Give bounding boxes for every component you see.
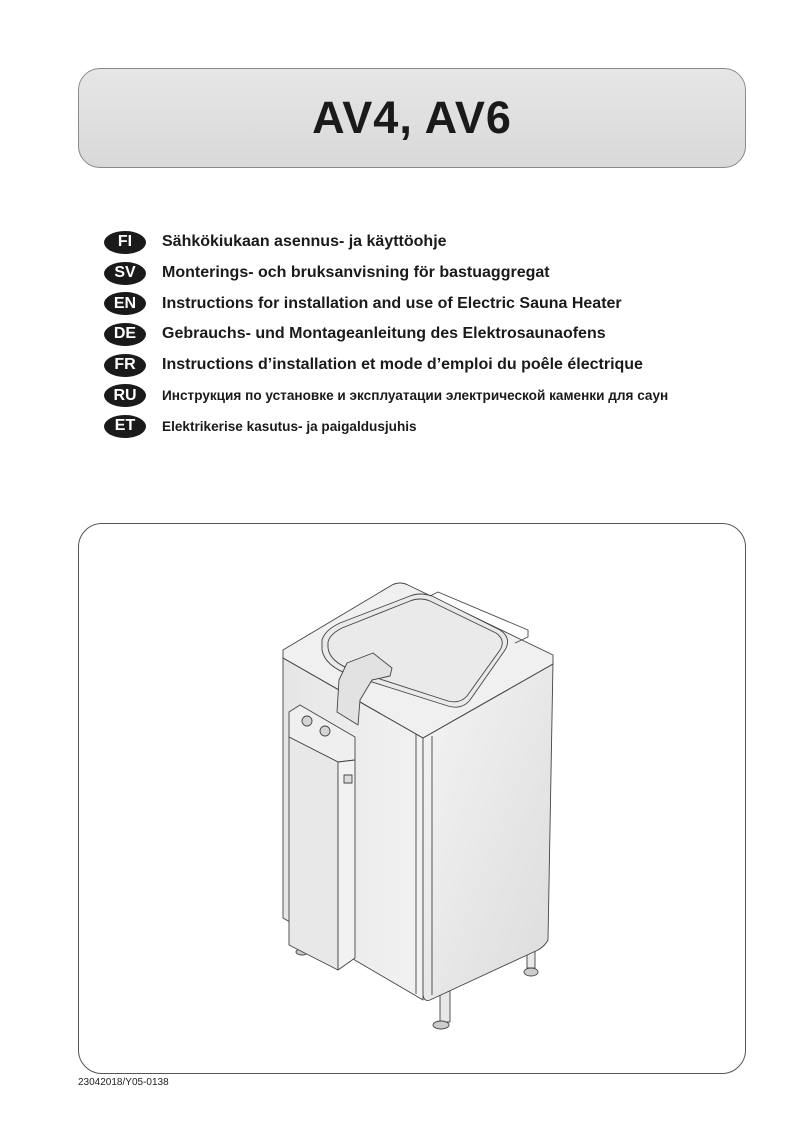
language-title: Monterings- och bruksanvisning för bastuaggregat (162, 264, 550, 282)
document-code: 23042018/Y05-0138 (78, 1077, 169, 1088)
language-title: Инструкция по установке и эксплуатации электрической каменки для саун (162, 388, 669, 404)
language-badge: DE (104, 323, 146, 346)
language-title: Instructions for installation and use of Electric Sauna Heater (162, 294, 622, 312)
language-badge: SV (104, 262, 146, 285)
language-badge: EN (104, 292, 146, 315)
language-badge: FI (104, 231, 146, 254)
language-badge: RU (104, 384, 146, 407)
language-title: Elektrikerise kasutus- ja paigaldusjuhis (162, 418, 417, 434)
language-badge: ET (104, 415, 146, 438)
language-title: Gebrauchs- und Montageanleitung des Elektrosaunaofens (162, 325, 606, 343)
language-badge: FR (104, 354, 146, 377)
language-title: Sähkökiukaan asennus- ja käyttöohje (162, 233, 447, 251)
page-title: AV4, AV6 (312, 92, 512, 143)
language-title: Instructions d’installation et mode d’emploi du poêle électrique (162, 356, 643, 374)
